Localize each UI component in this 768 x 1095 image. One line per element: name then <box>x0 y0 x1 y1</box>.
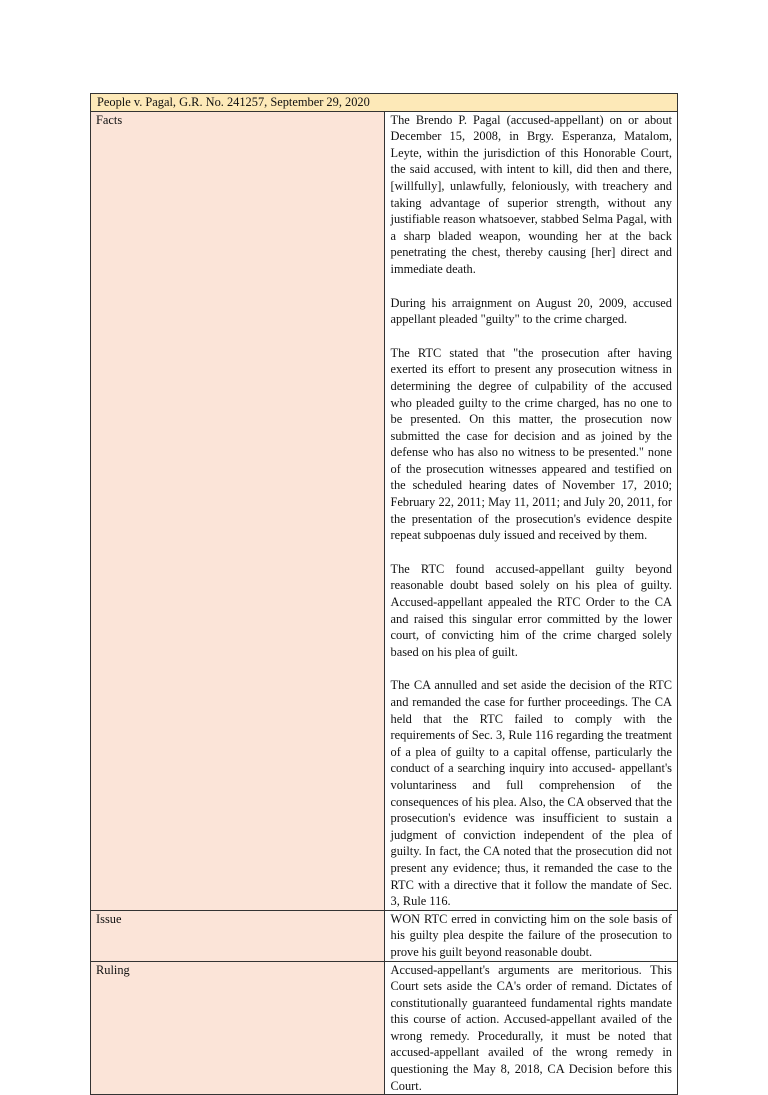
facts-row <box>91 111 678 910</box>
facts-content <box>384 111 678 910</box>
facts-label: Facts <box>91 111 385 910</box>
ruling-paragraph: Accused-appellant's arguments are meritorious. This Court sets aside the CA's order of remand. Dictates of constitutionally guaranteed fundamental rights mandate this course of action. Accused-appellant availed of the wrong remedy. Procedurally, it must be noted that accused-appellant availed of the wrong remedy in questioning the May 8, 2018, CA Decision before this Court. <box>390 962 672 1093</box>
ruling-content <box>384 961 678 1095</box>
case-digest-table <box>90 93 678 1095</box>
facts-paragraph: The Brendo P. Pagal (accused-appellant) on or about December 15, 2008, in Brgy. Esperanza, Matalom, Leyte, within the jurisdiction of this Honorable Court, the said accused, with intent to kill, did then and there, [willfully], unlawfully, feloniously, with treachery and taking advantage of superior strength, without any justifiable reason whatsoever, stabbed Selma Pagal, with a sharp bladed weapon, wounding her at the back penetrating the chest, thereby causing [her] direct and immediate death. <box>390 112 672 276</box>
facts-paragraph: The CA annulled and set aside the decision of the RTC and remanded the case for further proceedings. The CA held that the RTC failed to comply with the requirements of Sec. 3, Rule 116 regarding the treatment of a plea of guilty to a capital offense, particularly the conduct of a searching inquiry into accused- appellant's voluntariness and full comprehension of the consequences of his plea. Also, the CA observed that the prosecution's evidence was insufficient to sustain a judgment of conviction independent of the plea of guilty. In fact, the CA noted that the prosecution did not present any evidence; thus, it remanded the case to the RTC with a directive that it follow the mandate of Sec. 3, Rule 116. <box>390 678 672 909</box>
ruling-label: Ruling <box>91 961 385 1095</box>
facts-paragraph: The RTC stated that "the prosecution after having exerted its effort to present any prosecution witness in determining the degree of culpability of the accused who pleaded guilty to the crime charged, has no one to be presented. On this matter, the prosecution now submitted the case for decision and as joined by the defense who has also no witness to be presented." none of the prosecution witnesses appeared and testified on the scheduled hearing dates of November 17, 2010; February 22, 2011; May 11, 2011; and July 20, 2011, for the presentation of the prosecution's evidence despite repeat subpoenas duly issued and received by them. <box>390 345 672 543</box>
facts-paragraph: During his arraignment on August 20, 2009, accused appellant pleaded "guilty" to the crime charged. <box>390 295 672 327</box>
issue-content <box>384 910 678 961</box>
title-row <box>91 94 678 112</box>
ruling-row <box>91 961 678 1095</box>
issue-row <box>91 910 678 961</box>
issue-paragraph: WON RTC erred in convicting him on the sole basis of his guilty plea despite the failure of the prosecution to prove his guilt beyond reasonable doubt. <box>390 911 672 959</box>
case-title: People v. Pagal, G.R. No. 241257, September 29, 2020 <box>91 94 678 112</box>
issue-label: Issue <box>91 910 385 961</box>
facts-paragraph: The RTC found accused-appellant guilty beyond reasonable doubt based solely on his plea of guilty. Accused-appellant appealed the RTC Order to the CA and raised this singular error committed by the lower court, of convicting him of the crime charged solely based on his plea of guilt. <box>390 561 672 659</box>
